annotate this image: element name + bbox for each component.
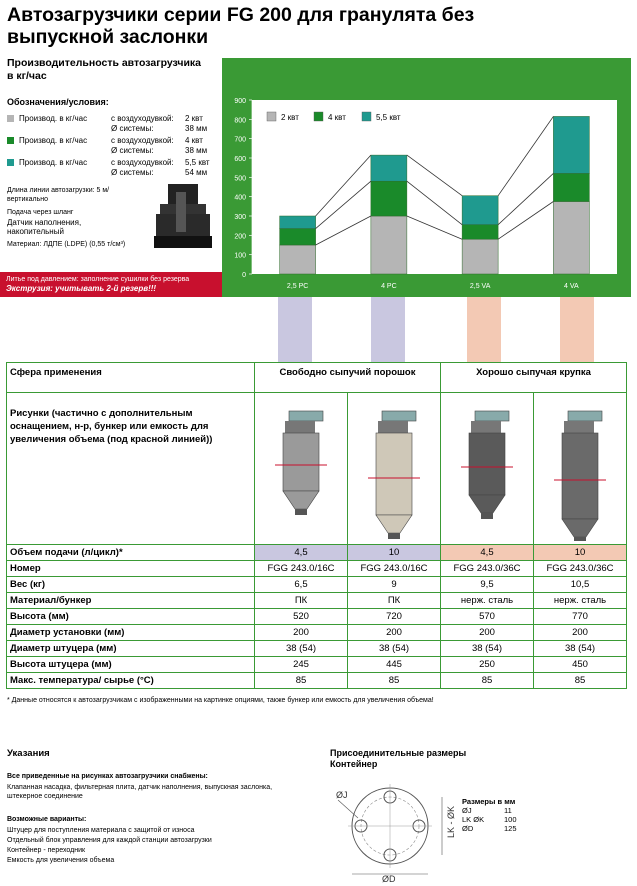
spec-table — [6, 362, 627, 689]
loader-body — [562, 433, 598, 519]
row-label: Номер — [7, 561, 255, 577]
table-cell: 520 — [255, 609, 348, 625]
bar-3-2 — [371, 155, 407, 181]
label-j: ØJ — [336, 790, 348, 800]
option-item: Штуцер для поступления материала с защитой от износа — [7, 827, 195, 834]
y-tick-label: 600 — [234, 156, 246, 163]
table-cell: 445 — [348, 657, 441, 673]
loader-drawing — [351, 393, 437, 541]
y-tick-label: 800 — [234, 117, 246, 125]
hints-title: Указания — [7, 748, 50, 759]
table-cell: 38 (54) — [255, 641, 348, 657]
y-tick-label: 300 — [234, 214, 246, 221]
loader-cone — [469, 495, 505, 513]
table-cell: 38 (54) — [348, 641, 441, 657]
dim-value: 11 — [504, 806, 512, 815]
condition-line-length: Длина линии автозагрузки: 5 м/ вертикально — [7, 187, 110, 203]
table-row — [7, 609, 627, 625]
y-tick-label: 100 — [234, 252, 246, 260]
table-cell: ПК — [348, 593, 441, 609]
equipped-text: Клапанная насадка, фильтерная плита, датчик наполнения, выпускная заслонка, штекерное соединение — [7, 784, 273, 800]
loader-outlet — [295, 509, 307, 515]
legend-value: 2 квт — [185, 114, 203, 123]
label-d: ØD — [382, 874, 396, 883]
footnote: * Данные относятся к автозагрузчикам с изображенными на картинке опциями, также бункер или емкость для увеличения объема! — [7, 697, 434, 704]
condition-hose: Подача через шланг — [7, 209, 74, 216]
loader-head — [568, 411, 602, 421]
table-cell: 200 — [255, 625, 348, 641]
bar-2-4 — [553, 173, 589, 201]
flange-drawing — [330, 778, 460, 883]
y-tick-label: 0 — [242, 272, 246, 279]
table-cell: FGG 243.0/16C — [255, 561, 348, 577]
column-band-2 — [371, 297, 405, 363]
loader-head — [475, 411, 509, 421]
y-tick-label: 400 — [234, 194, 246, 202]
table-row — [7, 545, 627, 561]
dim-row — [462, 806, 546, 815]
table-cell: 9 — [348, 577, 441, 593]
options-title: Возможные варианты: — [7, 816, 87, 823]
legend-swatch-3 — [362, 112, 371, 121]
row-label: Диаметр установки (мм) — [7, 625, 255, 641]
loader-drawing — [537, 393, 623, 541]
legend-label-3: 5,5 квт — [376, 113, 401, 122]
dim-row — [462, 815, 546, 824]
bar-1-1 — [280, 245, 316, 274]
row-label: Диаметр штуцера (мм) — [7, 641, 255, 657]
loader-head — [289, 411, 323, 421]
legend-cond: Ø системы: — [111, 124, 154, 133]
legend-label: Производ. в кг/час — [19, 158, 88, 167]
y-tick-label: 200 — [234, 233, 246, 241]
x-tick-label: 4 PC — [381, 283, 397, 290]
chart-panel — [222, 58, 631, 297]
table-cell: 200 — [441, 625, 534, 641]
option-item: Емкость для увеличения объема — [7, 857, 115, 864]
loader-cone — [283, 491, 319, 509]
x-tick-label: 2,5 PC — [286, 283, 309, 290]
drawing-cell-4 — [534, 393, 627, 545]
table-cell: нерж. сталь — [441, 593, 534, 609]
dim-key: LK ØK — [462, 815, 485, 824]
loader-outlet — [481, 513, 493, 519]
legend-value: 5,5 квт — [185, 158, 210, 167]
table-cell: 10 — [534, 545, 627, 561]
legend-label-2: 4 квт — [328, 113, 346, 122]
table-row — [7, 673, 627, 689]
table-row — [7, 593, 627, 609]
table-cell: 10 — [348, 545, 441, 561]
loader-image — [150, 182, 215, 250]
legend-swatch-1 — [267, 112, 276, 121]
column-band-4 — [560, 297, 594, 363]
column-band-3 — [467, 297, 501, 363]
table-cell: 9,5 — [441, 577, 534, 593]
y-tick-label: 500 — [234, 175, 246, 183]
loader-body — [376, 433, 412, 515]
loader-cap — [378, 421, 408, 433]
loader-cap — [285, 421, 315, 433]
loader-cone — [376, 515, 412, 533]
table-cell: 720 — [348, 609, 441, 625]
table-cell: 200 — [348, 625, 441, 641]
table-cell: 4,5 — [441, 545, 534, 561]
header-group-powder: Свободно сыпучий порошок — [255, 363, 441, 393]
header-label: Сфера применения — [7, 363, 255, 393]
legend-label-1: 2 квт — [281, 113, 299, 122]
legend-cond: Ø системы: — [111, 146, 154, 155]
row-label: Вес (кг) — [7, 577, 255, 593]
loader-drawing — [258, 393, 344, 541]
y-tick-label: 700 — [234, 136, 246, 144]
dim-key: ØD — [462, 824, 474, 833]
equipped-title: Все приведенные на рисунках автозагрузчики снабжены: — [7, 773, 208, 780]
drawing-cell-2 — [348, 393, 441, 545]
table-row — [7, 657, 627, 673]
table-cell: 85 — [348, 673, 441, 689]
condition-material: Материал: ЛДПЕ (LDPE) (0,55 т/см³) — [7, 241, 126, 248]
loader-cap — [564, 421, 594, 433]
table-cell: 85 — [255, 673, 348, 689]
bar-3-4 — [553, 116, 589, 173]
table-cell: 200 — [534, 625, 627, 641]
table-cell: 450 — [534, 657, 627, 673]
page-title: Автозагрузчики серии FG 200 для гранулята без выпускной заслонки — [7, 4, 475, 48]
legend-label: Производ. в кг/час — [19, 114, 88, 123]
legend-cond: с воздуходувкой: — [111, 136, 174, 145]
table-header-row — [7, 363, 627, 393]
table-cell: 38 (54) — [441, 641, 534, 657]
drawing-cell-3 — [441, 393, 534, 545]
bar-2-1 — [280, 229, 316, 245]
table-cell: FGG 243.0/16C — [348, 561, 441, 577]
dimensions-block — [462, 797, 546, 833]
bar-1-4 — [553, 202, 589, 275]
legend-value: 4 квт — [185, 136, 203, 145]
row-label: Материал/бункер — [7, 593, 255, 609]
legend-swatch — [7, 159, 14, 166]
warning-molding: Литье под давлением: заполнение сушилки без резерва — [6, 276, 190, 283]
row-label: Объем подачи (л/цикл)* — [7, 545, 255, 561]
legend-cond: Ø системы: — [111, 168, 154, 177]
loader-body — [283, 433, 319, 491]
drawings-label: Рисунки (частично с дополнительным оснащением, н-р, бункер или емкость для увеличения объема (под красной линией)) — [7, 393, 255, 545]
table-cell: 85 — [441, 673, 534, 689]
drawing-cell-1 — [255, 393, 348, 545]
header-group-granule: Хорошо сыпучая крупка — [441, 363, 627, 393]
legend-label: Производ. в кг/час — [19, 136, 88, 145]
table-cell: 570 — [441, 609, 534, 625]
dims-title: Размеры в мм — [462, 797, 516, 806]
loader-outlet — [574, 537, 586, 541]
option-item: Контейнер - переходник — [7, 847, 86, 854]
loader-body — [469, 433, 505, 495]
y-tick-label: 900 — [234, 98, 246, 105]
table-cell: ПК — [255, 593, 348, 609]
table-cell: 770 — [534, 609, 627, 625]
loader-cap — [471, 421, 501, 433]
loader-outlet — [388, 533, 400, 539]
dim-value: 100 — [504, 815, 517, 824]
legend-cond: с воздуходувкой: — [111, 158, 174, 167]
dim-value: 125 — [504, 824, 517, 833]
legend-value: 38 мм — [185, 124, 208, 133]
bar-3-3 — [462, 196, 498, 225]
table-row — [7, 561, 627, 577]
x-tick-label: 4 VA — [564, 283, 579, 290]
legend-swatch — [7, 115, 14, 122]
dim-key: ØJ — [462, 806, 472, 815]
bar-1-3 — [462, 239, 498, 274]
productivity-title: Производительность автозагрузчика в кг/час — [7, 57, 202, 82]
loader-cone — [562, 519, 598, 537]
column-band-1 — [278, 297, 312, 363]
legend-swatch — [7, 137, 14, 144]
row-label: Высота (мм) — [7, 609, 255, 625]
table-cell: нерж. сталь — [534, 593, 627, 609]
table-cell: 6,5 — [255, 577, 348, 593]
bar-2-2 — [371, 181, 407, 216]
table-cell: 10,5 — [534, 577, 627, 593]
warning-extrusion: Экструзия: учитывать 2-й резерв!!! — [6, 284, 157, 293]
legend-value: 38 мм — [185, 146, 208, 155]
table-row — [7, 577, 627, 593]
label-lk: LK - ØK — [446, 805, 456, 838]
table-cell: 4,5 — [255, 545, 348, 561]
connection-title: Присоединительные размеры Контейнер — [330, 748, 467, 769]
legend-cond: с воздуходувкой: — [111, 114, 174, 123]
table-cell: FGG 243.0/36C — [534, 561, 627, 577]
bar-1-2 — [371, 216, 407, 274]
legend-swatch-2 — [314, 112, 323, 121]
chart — [222, 58, 631, 297]
table-cell: 38 (54) — [534, 641, 627, 657]
option-item: Отдельный блок управления для каждой станции автозагрузки — [7, 837, 212, 844]
bar-3-1 — [280, 216, 316, 229]
table-cell: 85 — [534, 673, 627, 689]
bar-2-3 — [462, 225, 498, 240]
table-cell: 250 — [441, 657, 534, 673]
loader-head — [382, 411, 416, 421]
legend-title: Обозначения/условия: — [7, 97, 109, 107]
legend-value: 54 мм — [185, 168, 208, 177]
table-row-drawings — [7, 393, 627, 545]
table-row — [7, 625, 627, 641]
table-row — [7, 641, 627, 657]
table-cell: FGG 243.0/36C — [441, 561, 534, 577]
red-warning-band — [0, 272, 222, 297]
row-label: Макс. температура/ сырье (°C) — [7, 673, 255, 689]
loader-drawing — [444, 393, 530, 541]
row-label: Высота штуцера (мм) — [7, 657, 255, 673]
dim-row — [462, 824, 546, 833]
table-cell: 245 — [255, 657, 348, 673]
condition-sensor: Датчик наполнения, накопительный — [7, 218, 82, 236]
x-tick-label: 2,5 VA — [469, 283, 491, 290]
